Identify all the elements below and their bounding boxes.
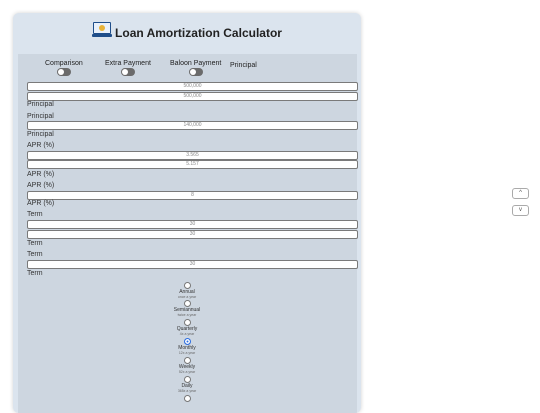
option-sub: 12x a year bbox=[178, 351, 196, 355]
term-label: Term bbox=[27, 240, 43, 247]
extra-payment-switch[interactable] bbox=[121, 68, 135, 76]
option-sub: once a year bbox=[177, 295, 197, 299]
apr-input[interactable]: 5.157 bbox=[27, 160, 358, 169]
apr-input[interactable]: 8 bbox=[27, 191, 358, 200]
toggle-row bbox=[18, 58, 357, 82]
apr-label: APR (%) bbox=[27, 182, 55, 189]
chevron-up-icon: ^ bbox=[519, 190, 522, 196]
term-input[interactable]: 30 bbox=[27, 260, 358, 269]
option-sub: 52x a year bbox=[178, 370, 196, 374]
apr-label: APR (%) bbox=[27, 200, 55, 207]
calculator-monitor-icon bbox=[92, 22, 112, 38]
option-sub: 4x a year bbox=[179, 332, 195, 336]
frequency-option-annual[interactable] bbox=[167, 282, 207, 299]
scroll-up-button[interactable] bbox=[512, 188, 529, 199]
scroll-down-button[interactable] bbox=[512, 205, 529, 216]
principal-input[interactable]: 500,000 bbox=[27, 82, 358, 91]
frequency-option-daily[interactable] bbox=[167, 376, 207, 393]
term-label: Term bbox=[27, 270, 43, 277]
option-sub: twice a year bbox=[177, 313, 197, 317]
option-name: Annual bbox=[179, 289, 195, 295]
option-name: Quarterly bbox=[176, 326, 198, 332]
frequency-option-weekly[interactable] bbox=[167, 357, 207, 374]
toggle-principal bbox=[230, 62, 257, 69]
principal-label: Principal bbox=[27, 101, 54, 108]
apr-input[interactable]: 3.565 bbox=[27, 151, 358, 160]
option-name: Semiannual bbox=[173, 307, 201, 313]
toggle-label: Baloon Payment bbox=[170, 60, 222, 67]
toggle-baloon-payment[interactable] bbox=[170, 60, 221, 76]
option-sub: 365x a year bbox=[177, 389, 197, 393]
toggle-label: Comparison bbox=[45, 60, 83, 67]
radio-annual[interactable] bbox=[184, 282, 191, 289]
header bbox=[13, 13, 361, 53]
frequency-option-semiannual[interactable] bbox=[167, 300, 207, 317]
radio-quarterly[interactable] bbox=[184, 319, 191, 326]
principal-input[interactable]: 140,000 bbox=[27, 121, 358, 130]
apr-label: APR (%) bbox=[27, 142, 55, 149]
radio-monthly[interactable] bbox=[184, 338, 191, 345]
term-label: Term bbox=[27, 251, 43, 258]
comparison-switch[interactable] bbox=[57, 68, 71, 76]
term-label: Term bbox=[27, 211, 43, 218]
toggle-extra-payment[interactable] bbox=[105, 60, 151, 76]
option-name: Monthly bbox=[178, 345, 196, 351]
chevron-down-icon: v bbox=[519, 207, 522, 213]
page-title: Loan Amortization Calculator bbox=[115, 26, 282, 40]
principal-input[interactable]: 500,000 bbox=[27, 92, 358, 101]
frequency-option-quarterly[interactable] bbox=[167, 319, 207, 336]
radio-semiannual[interactable] bbox=[184, 300, 191, 307]
toggle-label: Principal bbox=[230, 62, 257, 69]
frequency-option-monthly[interactable] bbox=[167, 338, 207, 355]
frequency-option-more[interactable] bbox=[167, 395, 207, 402]
toggle-label: Extra Payment bbox=[105, 60, 151, 67]
term-input[interactable]: 30 bbox=[27, 230, 358, 239]
option-name: Daily bbox=[181, 383, 193, 389]
principal-label: Principal bbox=[27, 113, 54, 120]
radio-daily[interactable] bbox=[184, 376, 191, 383]
radio-more[interactable] bbox=[184, 395, 191, 402]
baloon-payment-switch[interactable] bbox=[189, 68, 203, 76]
radio-weekly[interactable] bbox=[184, 357, 191, 364]
principal-label: Principal bbox=[27, 131, 54, 138]
toggle-comparison[interactable] bbox=[45, 60, 83, 76]
option-name: Weekly bbox=[178, 364, 196, 370]
term-input[interactable]: 30 bbox=[27, 220, 358, 229]
apr-label: APR (%) bbox=[27, 171, 55, 178]
